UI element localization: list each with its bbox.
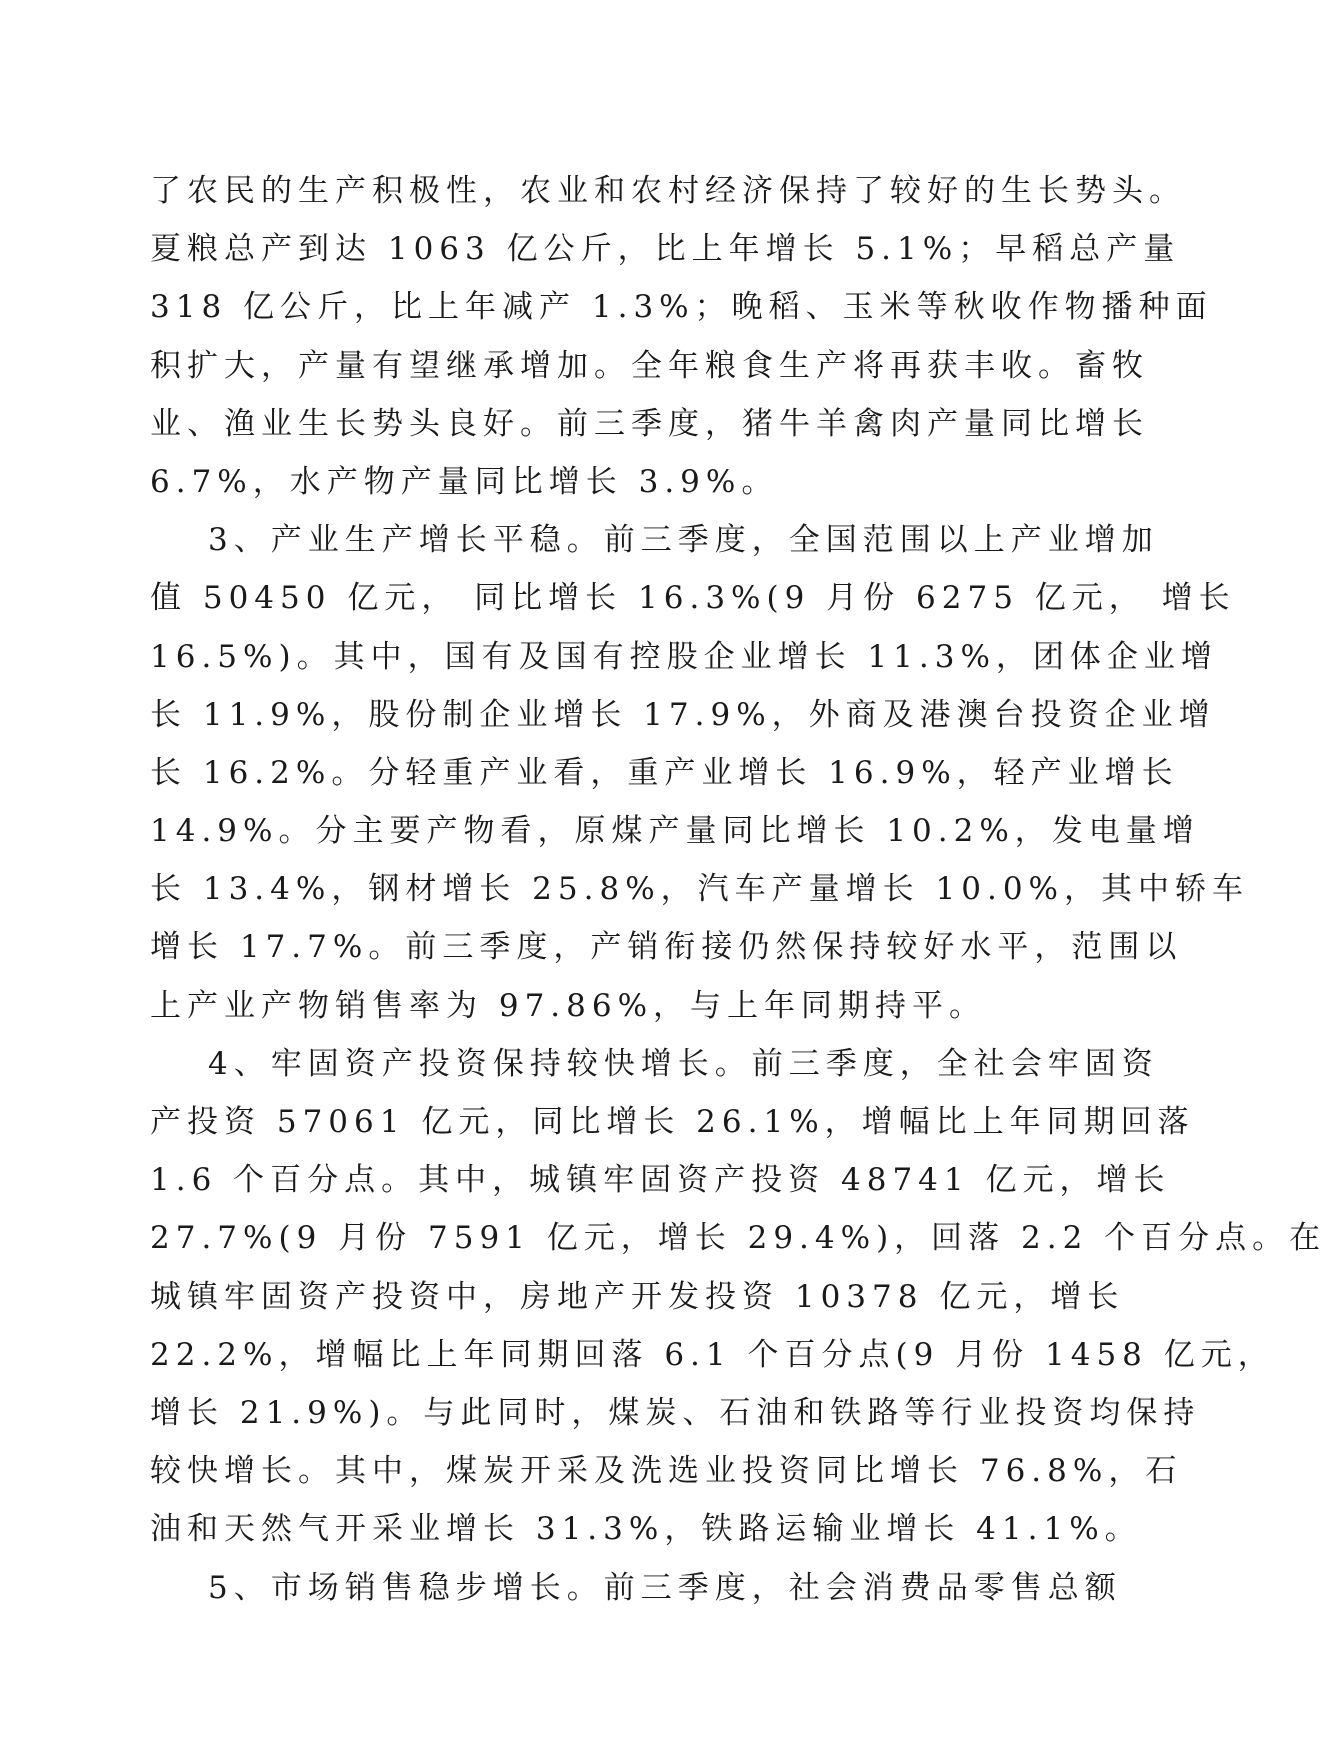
text-line: 业、渔业生长势头良好。前三季度，猪牛羊禽肉产量同比增长 xyxy=(150,405,1149,442)
text-line: 16.5%)。其中，国有及国有控股企业增长 11.3%，团体企业增 xyxy=(150,638,1218,675)
text-line: 上产业产物销售率为 97.86%，与上年同期持平。 xyxy=(150,987,987,1024)
text-line: 值 50450 亿元， 同比增长 16.3%(9 月份 6275 亿元， 增长 xyxy=(150,580,1236,617)
text-line: 318 亿公斤，比上年减产 1.3%；晚稻、玉米等秋收作物播种面 xyxy=(150,289,1213,326)
text-line: 1.6 个百分点。其中，城镇牢固资产投资 48741 亿元，增长 xyxy=(150,1162,1171,1199)
text-line: 14.9%。分主要产物看，原煤产量同比增长 10.2%，发电量增 xyxy=(150,813,1200,850)
text-line: 22.2%，增幅比上年同期回落 6.1 个百分点(9 月份 1458 亿元， xyxy=(150,1336,1275,1373)
text-line: 产投资 57061 亿元，同比增长 26.1%，增幅比上年同期回落 xyxy=(150,1104,1195,1140)
text-line: 27.7%(9 月份 7591 亿元，增长 29.4%)，回落 2.2 个百分点。在 xyxy=(150,1220,1326,1257)
paragraph-heading-line: 4、牢固资产投资保持较快增长。前三季度，全社会牢固资 xyxy=(208,1045,1159,1082)
body-text xyxy=(150,162,1326,1617)
paragraph-heading-line: 5、市场销售稳步增长。前三季度，社会消费品零售总额 xyxy=(208,1569,1122,1606)
paragraph-heading-line: 3、产业生产增长平稳。前三季度，全国范围以上产业增加 xyxy=(208,522,1159,559)
text-line: 了农民的生产积极性，农业和农村经济保持了较好的生长势头。 xyxy=(150,173,1186,209)
text-line: 6.7%，水产物产量同比增长 3.9%。 xyxy=(150,463,779,500)
text-line: 夏粮总产到达 1063 亿公斤，比上年增长 5.1%；早稻总产量 xyxy=(150,231,1181,268)
text-line: 增长 21.9%)。与此同时，煤炭、石油和铁路等行业投资均保持 xyxy=(150,1394,1201,1431)
text-line: 较快增长。其中，煤炭开采及洗选业投资同比增长 76.8%，石 xyxy=(150,1453,1183,1490)
text-line: 城镇牢固资产投资中，房地产开发投资 10378 亿元，增长 xyxy=(150,1278,1125,1315)
text-line: 长 11.9%，股份制企业增长 17.9%，外商及港澳台投资企业增 xyxy=(150,696,1216,733)
text-line: 油和天然气开采业增长 31.3%，铁路运输业增长 41.1%。 xyxy=(150,1511,1142,1548)
text-line: 增长 17.7%。前三季度，产销衔接仍然保持较好水平，范围以 xyxy=(150,929,1183,966)
text-line: 长 16.2%。分轻重产业看，重产业增长 16.9%，轻产业增长 xyxy=(150,754,1179,791)
text-line: 积扩大，产量有望继承增加。全年粮食生产将再获丰收。畜牧 xyxy=(150,347,1149,384)
text-line: 长 13.4%，钢材增长 25.8%，汽车产量增长 10.0%，其中轿车 xyxy=(150,871,1249,908)
